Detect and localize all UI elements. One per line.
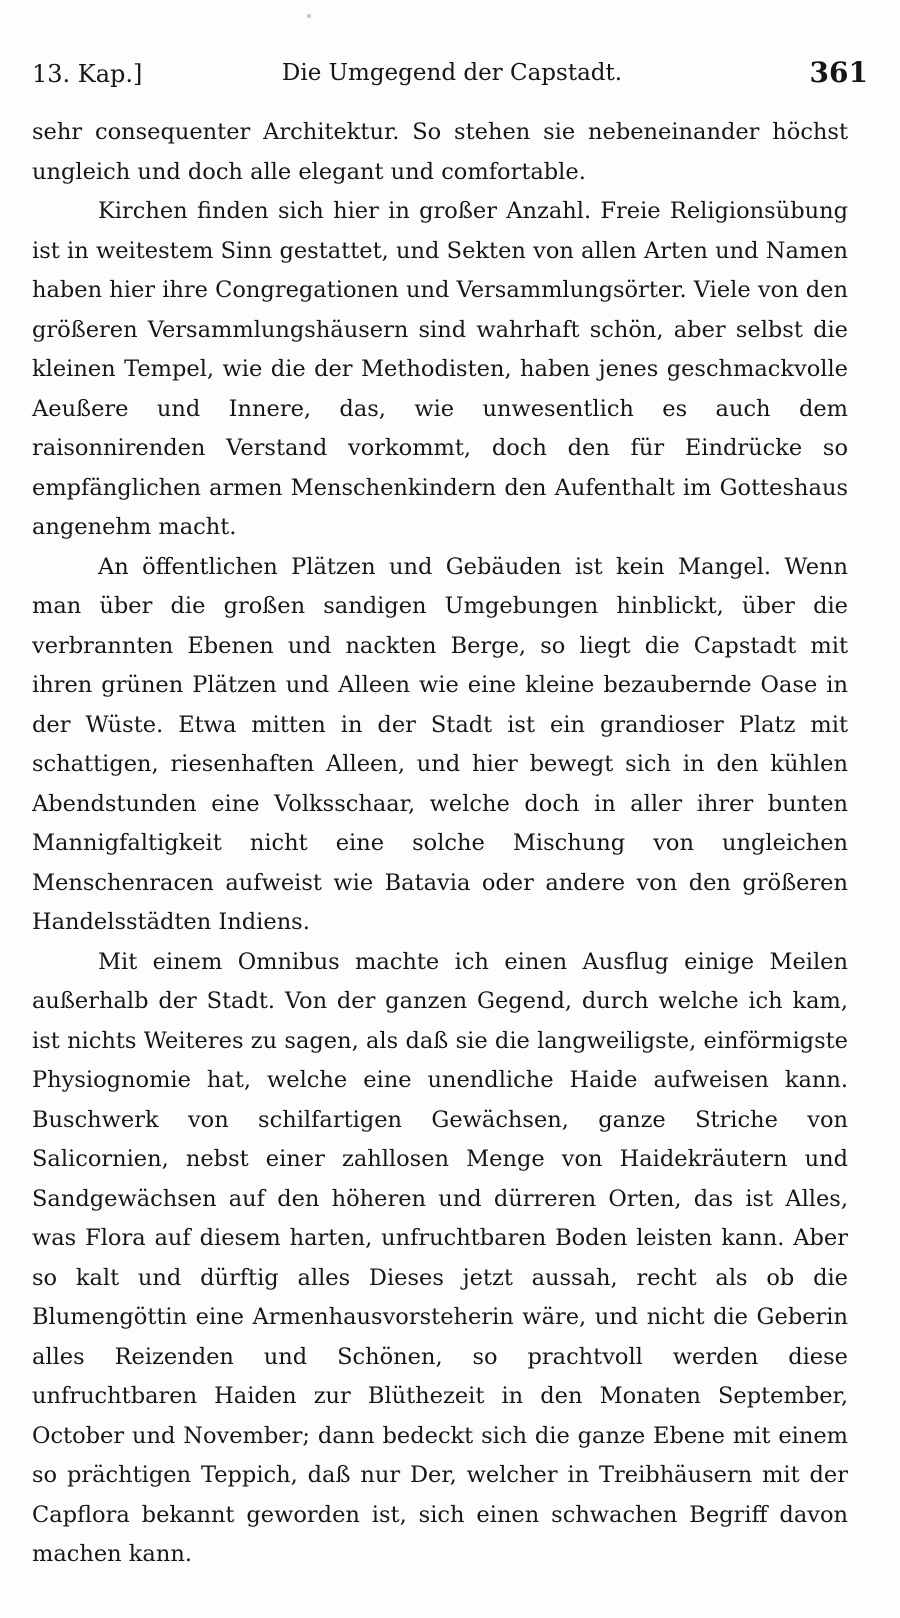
paragraph-excursion: Mit einem Omnibus machte ich einen Ausflug einige Meilen außerhalb der Stadt. Von der ganzen Gegend, durch welche ich kam, ist nichts Weiteres zu sagen, als daß sie die langweiligste, einförmigste Physiognomie hat, welche eine unendliche Haide aufweisen kann. Buschwerk von schilfartigen Gewächsen, ganze Striche von Salicornien, nebst einer zahllosen Menge von Haidekräutern und Sandgewächsen auf den höheren und dürreren Orten, das ist Alles, was Flora auf diesem harten, unfruchtbaren Boden leisten kann. Aber so kalt und dürftig alles Dieses jetzt aussah, recht als ob die Blumengöttin eine Armenhausvorsteherin wäre, und nicht die Geberin alles Reizenden und Schönen, so prachtvoll werden diese unfruchtbaren Haiden zur Blüthezeit in den Monaten September, October und November; dann bedeckt sich die ganze Ebene mit einem so prächtigen Teppich, daß nur Der, welcher in Treibhäusern mit der Capflora bekannt geworden ist, sich einen schwachen Begriff davon machen kann.: [32, 948, 848, 1567]
book-page: [32, 0, 872, 1618]
running-header: [32, 56, 872, 92]
page-number: 361: [809, 56, 868, 89]
paragraph-churches: Kirchen finden sich hier in großer Anzahl. Freie Religionsübung ist in weitestem Sinn gestattet, und Sekten von allen Arten und Namen haben hier ihre Congregationen und Versammlungsörter. Viele von den größeren Versammlungshäusern sind wahrhaft schön, aber selbst die kleinen Tempel, wie die der Methodisten, haben jenes geschmackvolle Aeußere und Innere, das, wie unwesentlich es auch dem raisonnirenden Verstand vorkommt, doch den für Eindrücke so empfänglichen armen Menschenkindern den Aufenthalt im Gotteshaus angenehm macht.: [32, 198, 848, 540]
paragraph-public-places: An öffentlichen Plätzen und Gebäuden ist kein Mangel. Wenn man über die großen sandigen Umgebungen hinblickt, über die verbrannten Ebenen und nackten Berge, so liegt die Capstadt mit ihren grünen Plätzen und Alleen wie eine kleine bezaubernde Oase in der Wüste. Etwa mitten in der Stadt ist ein grandioser Platz mit schattigen, riesenhaften Alleen, und hier bewegt sich in den kühlen Abendstunden eine Volksschaar, welche doch in aller ihrer bunten Mannigfaltigkeit nicht eine solche Mischung von ungleichen Menschenracen aufweist wie Batavia oder andere von den größeren Handelsstädten Indiens.: [32, 553, 848, 935]
chapter-label: 13. Kap.]: [32, 60, 143, 88]
paragraph-continuation: sehr consequenter Architektur. So stehen sie nebeneinander höchst ungleich und doch alle elegant und comfortable.: [32, 119, 848, 185]
running-title: Die Umgegend der Capstadt.: [281, 60, 623, 86]
body-text: [32, 113, 848, 1575]
